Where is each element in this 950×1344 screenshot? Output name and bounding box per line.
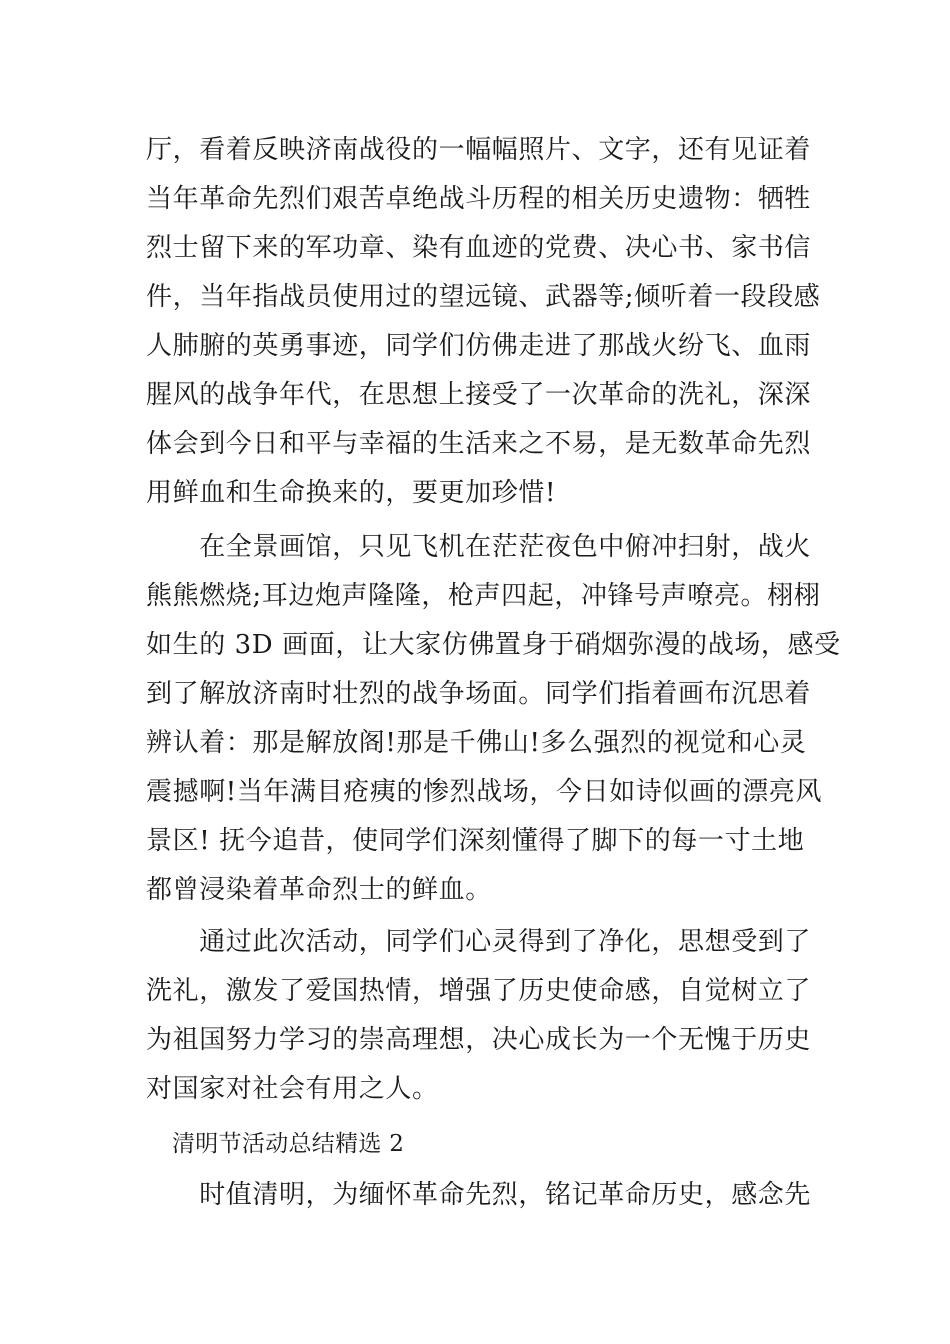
section-heading-text: 清明节活动总结精选 2 (172, 1131, 405, 1157)
paragraph-line: 为祖国努力学习的崇高理想，决心成长为一个无愧于历史 (146, 1025, 812, 1055)
paragraph-line: 洗礼，激发了爱国热情，增强了历史使命感，自觉树立了 (146, 976, 812, 1006)
paragraph-line: 如生的 3D 画面，让大家仿佛置身于硝烟弥漫的战场，感受 (146, 630, 841, 660)
paragraph-1 (146, 126, 821, 518)
paragraph-line: 厅，看着反映济南战役的一幅幅照片、文字，还有见证着 (146, 135, 812, 165)
paragraph-line: 腥风的战争年代，在思想上接受了一次革命的洗礼，深深 (146, 380, 812, 410)
paragraph-line: 当年革命先烈们艰苦卓绝战斗历程的相关历史遗物：牺牲 (146, 184, 812, 214)
paragraph-4 (146, 1171, 810, 1220)
paragraph-line: 到了解放济南时壮烈的战争场面。同学们指着画布沉思着 (146, 679, 812, 709)
paragraph-2 (146, 523, 841, 915)
paragraph-line: 通过此次活动，同学们心灵得到了净化，思想受到了 (146, 927, 812, 957)
paragraph-line: 烈士留下来的军功章、染有血迹的党费、决心书、家书信 (146, 233, 812, 263)
paragraph-line: 震撼啊!当年满目疮痍的惨烈战场，今日如诗似画的漂亮风 (146, 777, 823, 807)
paragraph-line: 体会到今日和平与幸福的生活来之不易，是无数革命先烈 (146, 429, 812, 459)
section-heading (146, 1120, 810, 1169)
paragraph-line: 用鲜血和生命换来的，要更加珍惜! (146, 478, 557, 508)
paragraph-line: 景区! 抚今追昔，使同学们深刻懂得了脚下的每一寸土地 (146, 826, 805, 856)
paragraph-line: 在全景画馆，只见飞机在茫茫夜色中俯冲扫射，战火 (146, 532, 812, 562)
paragraph-line: 件，当年指战员使用过的望远镜、武器等;倾听着一段段感 (146, 282, 821, 312)
paragraph-line: 都曾浸染着革命烈士的鲜血。 (146, 875, 492, 905)
paragraph-line: 人肺腑的英勇事迹，同学们仿佛走进了那战火纷飞、血雨 (146, 331, 812, 361)
paragraph-line: 辨认着：那是解放阁!那是千佛山!多么强烈的视觉和心灵 (146, 728, 807, 758)
paragraph-line: 时值清明，为缅怀革命先烈，铭记革命历史，感念先 (146, 1180, 812, 1210)
paragraph-line: 对国家对社会有用之人。 (146, 1074, 439, 1104)
paragraph-3 (146, 918, 810, 1114)
paragraph-line: 熊熊燃烧;耳边炮声隆隆，枪声四起，冲锋号声嘹亮。栩栩 (146, 581, 821, 611)
